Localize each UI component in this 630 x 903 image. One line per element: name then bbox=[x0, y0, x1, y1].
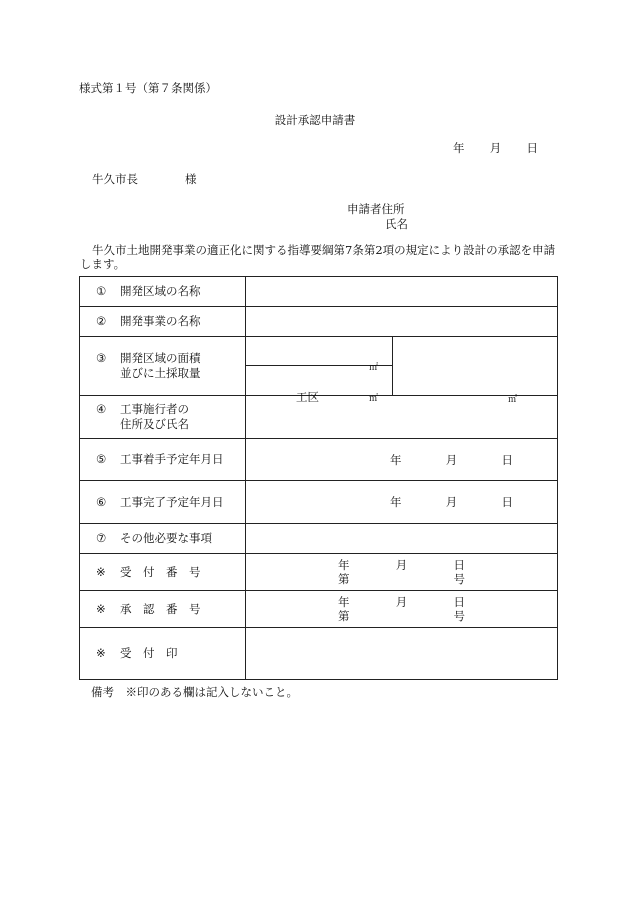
row-label-text-line2: 並びに土採取量 bbox=[120, 366, 201, 380]
row-label-text: 承 認 番 号 bbox=[120, 601, 201, 616]
form-number: 様式第１号（第７条関係） bbox=[79, 81, 217, 95]
row-start-date bbox=[80, 439, 558, 481]
year-label: 年 bbox=[338, 595, 350, 609]
applicant-address-label: 申請者住所 bbox=[347, 202, 405, 216]
other-matters-field[interactable] bbox=[246, 524, 558, 554]
row-area-and-soil bbox=[80, 337, 558, 366]
month-label: 月 bbox=[445, 452, 458, 467]
applicant-name-label: 氏名 bbox=[385, 217, 408, 231]
number-prefix-label: 第 bbox=[338, 572, 350, 586]
date-day-label: 日 bbox=[526, 141, 538, 155]
application-date bbox=[453, 140, 538, 156]
area-total-field[interactable] bbox=[246, 337, 393, 373]
row-number: ⑦ bbox=[96, 531, 107, 545]
remarks-note: 備考 ※印のある欄は記入しないこと。 bbox=[91, 685, 298, 699]
row-number: ④ bbox=[96, 402, 107, 416]
row-label bbox=[80, 396, 246, 439]
row-label bbox=[80, 481, 246, 524]
office-use-mark: ※ bbox=[96, 601, 106, 616]
receipt-stamp-field[interactable] bbox=[246, 628, 558, 680]
row-label-text: 受 付 番 号 bbox=[120, 564, 201, 579]
year-label: 年 bbox=[390, 452, 402, 467]
row-label bbox=[80, 628, 246, 680]
row-development-area-name bbox=[80, 277, 558, 307]
unit-square-meter: ㎡ bbox=[368, 363, 378, 373]
row-label-text: 開発区域の面積 bbox=[120, 351, 201, 365]
application-form-table bbox=[79, 276, 558, 680]
date-month-label: 月 bbox=[489, 141, 502, 155]
receipt-number-field[interactable] bbox=[246, 554, 558, 591]
document-title: 設計承認申請書 bbox=[274, 113, 356, 127]
year-label: 年 bbox=[338, 558, 350, 572]
day-label: 日 bbox=[501, 452, 513, 467]
day-label: 日 bbox=[501, 495, 513, 509]
row-label bbox=[80, 554, 246, 591]
development-project-name-field[interactable] bbox=[246, 307, 558, 337]
month-label: 月 bbox=[395, 558, 408, 572]
month-label: 月 bbox=[395, 595, 408, 609]
row-receipt-stamp bbox=[80, 628, 558, 680]
row-label bbox=[80, 337, 246, 396]
start-date-field[interactable] bbox=[246, 439, 558, 481]
row-label-text: 開発事業の名称 bbox=[120, 314, 201, 328]
row-approval-number bbox=[80, 591, 558, 628]
row-label-text: 開発区域の名称 bbox=[120, 284, 201, 298]
addressee-honorific: 様 bbox=[185, 172, 197, 186]
row-label-text: 工事完了予定年月日 bbox=[120, 494, 224, 509]
koku-label: 工区 bbox=[296, 389, 319, 404]
year-label: 年 bbox=[390, 495, 402, 509]
row-label bbox=[80, 307, 246, 337]
row-completion-date bbox=[80, 481, 558, 524]
row-label-text-line2: 住所及び氏名 bbox=[120, 417, 189, 431]
month-label: 月 bbox=[445, 495, 458, 509]
day-label: 日 bbox=[453, 595, 465, 609]
row-receipt-number bbox=[80, 554, 558, 591]
row-label-text: 工事着手予定年月日 bbox=[120, 452, 224, 466]
row-label bbox=[80, 439, 246, 481]
row-number: ② bbox=[96, 314, 107, 328]
approval-number-field[interactable] bbox=[246, 591, 558, 628]
row-number: ⑥ bbox=[96, 494, 107, 509]
row-label-text: 工事施行者の bbox=[120, 402, 189, 416]
date-year-label: 年 bbox=[453, 141, 465, 155]
office-use-mark: ※ bbox=[96, 564, 106, 579]
application-statement: 牛久市土地開発事業の適正化に関する指導要綱第7条第2項の規定により設計の承認を申請します。 bbox=[80, 243, 556, 271]
number-suffix-label: 号 bbox=[453, 572, 465, 586]
unit-cubic-meter: ㎥ bbox=[507, 395, 517, 405]
addressee-name: 牛久市長 bbox=[92, 172, 138, 186]
row-label bbox=[80, 524, 246, 554]
row-label bbox=[80, 277, 246, 307]
number-prefix-label: 第 bbox=[338, 609, 350, 623]
row-label-text: 受 付 印 bbox=[120, 646, 178, 660]
row-label bbox=[80, 591, 246, 628]
soil-volume-field[interactable] bbox=[393, 337, 558, 405]
row-development-project-name bbox=[80, 307, 558, 337]
row-number: ③ bbox=[96, 351, 107, 365]
office-use-mark: ※ bbox=[96, 646, 106, 660]
unit-square-meter: ㎡ bbox=[368, 393, 378, 404]
completion-date-field[interactable] bbox=[246, 481, 558, 524]
day-label: 日 bbox=[453, 558, 465, 572]
development-area-name-field[interactable] bbox=[246, 277, 558, 307]
row-label-text: その他必要な事項 bbox=[120, 531, 212, 545]
row-number: ⑤ bbox=[96, 452, 107, 466]
row-other-matters bbox=[80, 524, 558, 554]
number-suffix-label: 号 bbox=[453, 609, 465, 623]
row-number: ① bbox=[96, 284, 107, 298]
